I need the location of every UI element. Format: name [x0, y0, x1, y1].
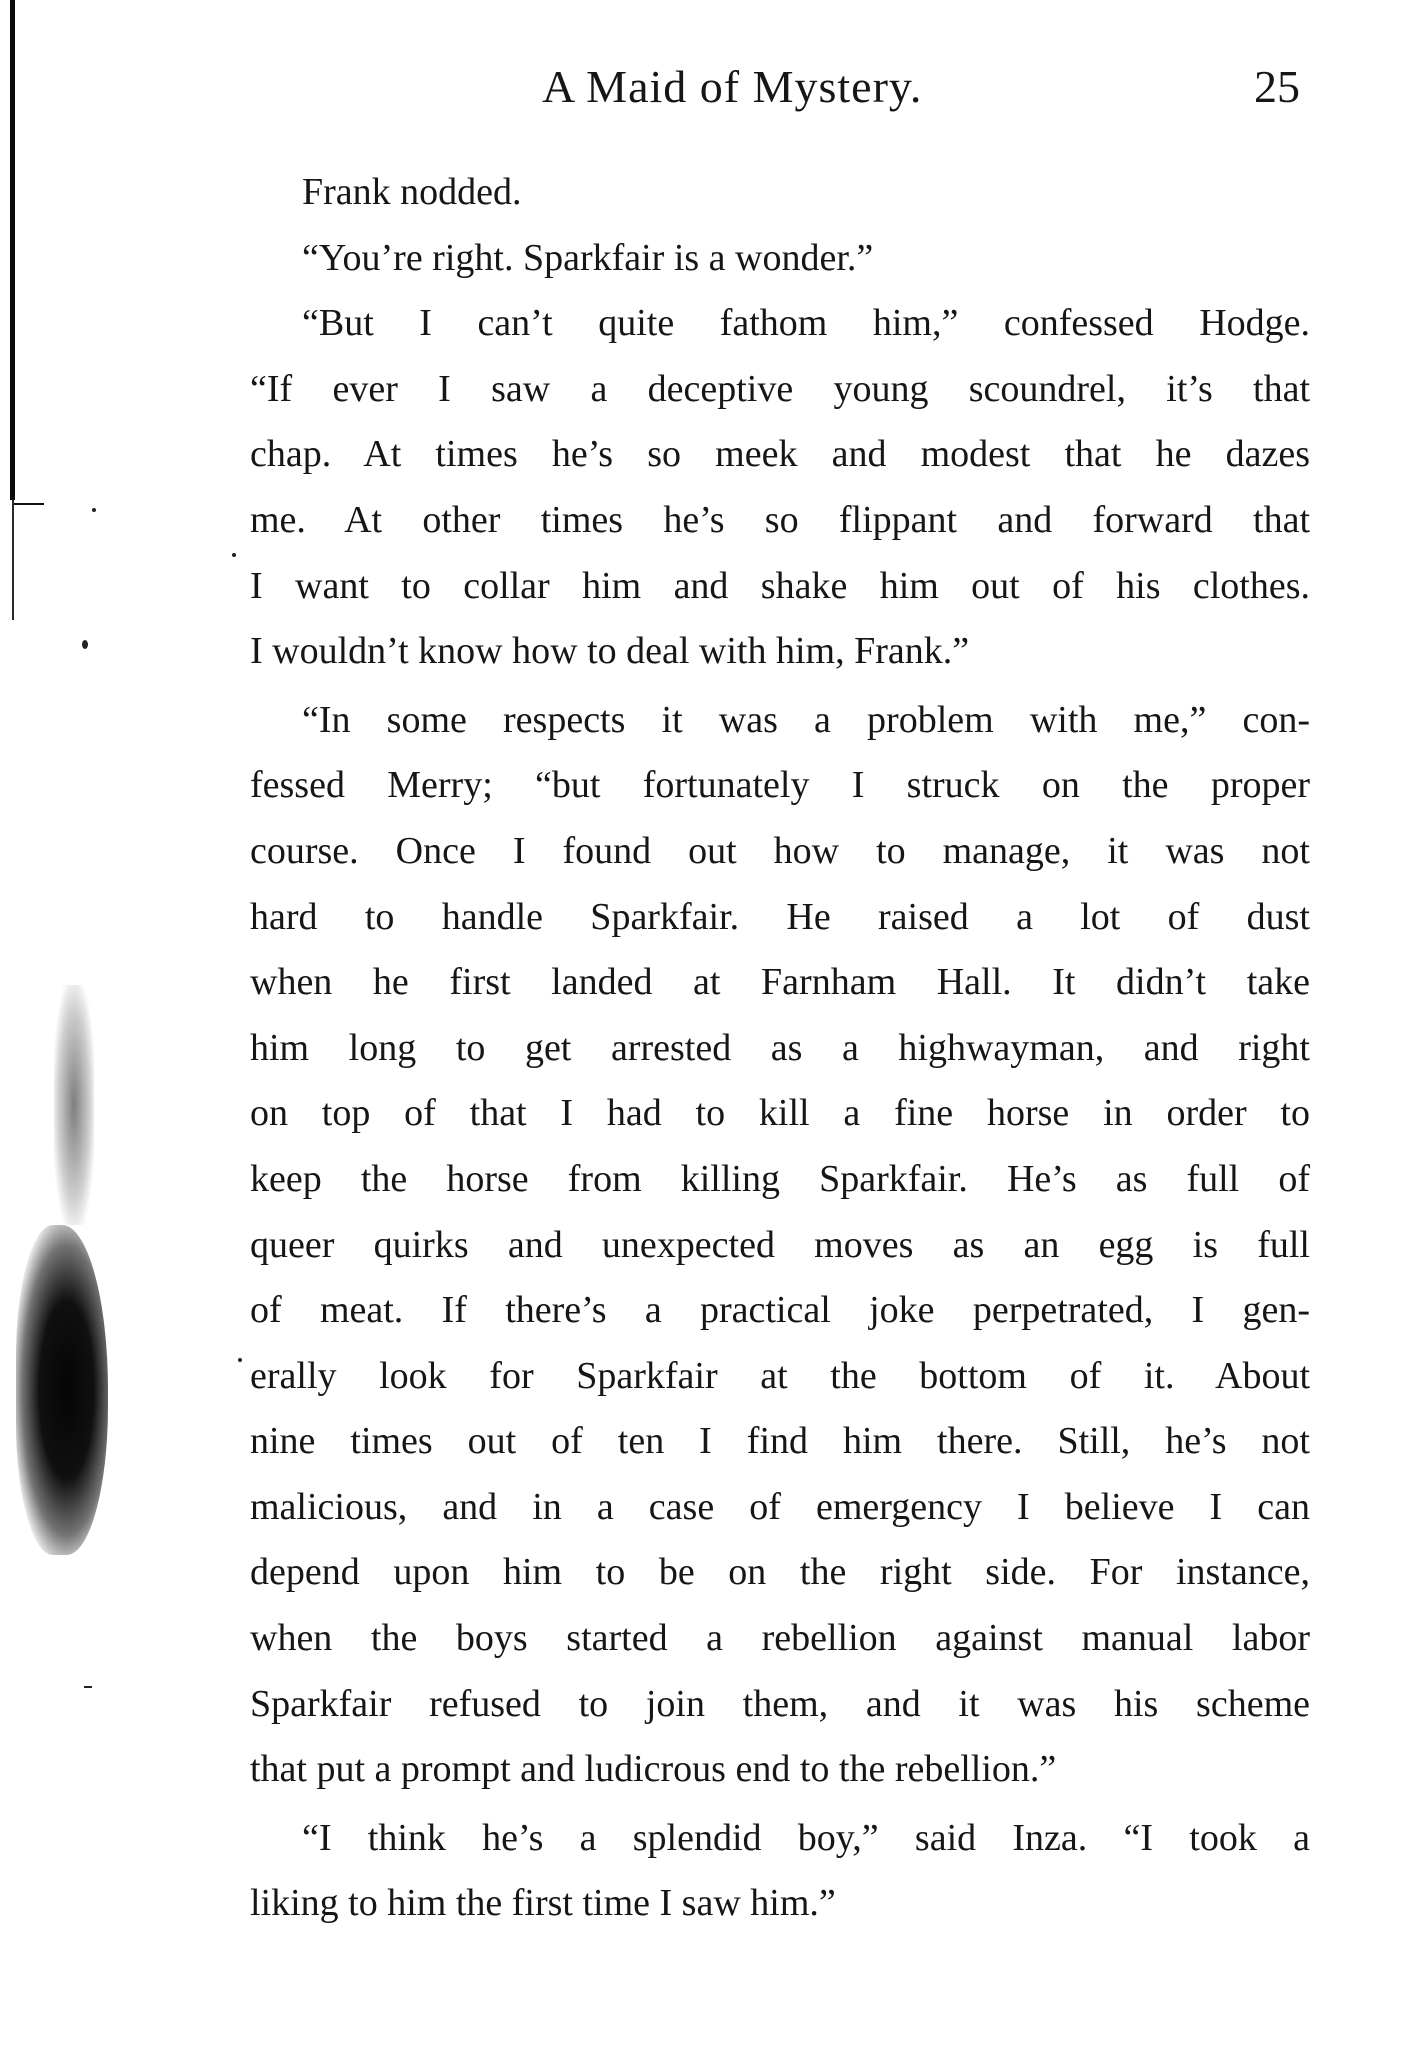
scan-edge-mark: [14, 503, 44, 505]
text-line: when he first landed at Farnham Hall. It didn’t take: [250, 961, 1310, 1004]
text-line: fessed Merry; “but fortunately I struck on the proper: [250, 764, 1310, 807]
body-text: [250, 160, 1310, 1937]
text-line: that put a prompt and ludicrous end to the rebellion.”: [250, 1748, 1057, 1791]
text-line: malicious, and in a case of emergency I believe I can: [250, 1485, 1310, 1528]
text-line: liking to him the first time I saw him.”: [250, 1882, 836, 1925]
text-line: Sparkfair refused to join them, and it was his scheme: [250, 1682, 1310, 1725]
text-line: “But I can’t quite fathom him,” confessed Hodge.: [302, 302, 1310, 345]
scan-speck: [82, 640, 88, 649]
scan-speck: [238, 1358, 242, 1362]
text-line: erally look for Sparkfair at the bottom of it. About: [250, 1354, 1310, 1397]
text-line: him long to get arrested as a highwayman, and right: [250, 1026, 1310, 1069]
text-line: keep the horse from killing Sparkfair. He’s as full of: [250, 1157, 1310, 1200]
text-line: chap. At times he’s so meek and modest that he dazes: [250, 433, 1310, 476]
scan-speck: [92, 508, 96, 512]
scan-edge-line: [10, 0, 15, 500]
text-line: on top of that I had to kill a fine horse in order to: [250, 1092, 1310, 1135]
text-line: I want to collar him and shake him out of his clothes.: [250, 564, 1310, 607]
text-line: I wouldn’t know how to deal with him, Frank.”: [250, 630, 970, 673]
text-line: “I think he’s a splendid boy,” said Inza. “I took a: [302, 1816, 1310, 1859]
text-line: queer quirks and unexpected moves as an egg is full: [250, 1223, 1310, 1266]
running-header: [250, 60, 1310, 130]
scan-smudge: [16, 1225, 108, 1555]
text-line: “You’re right. Sparkfair is a wonder.”: [302, 236, 874, 279]
text-line: when the boys started a rebellion against manual labor: [250, 1617, 1310, 1660]
scan-smudge: [54, 985, 94, 1225]
text-line: “In some respects it was a problem with me,” con-: [302, 698, 1310, 741]
text-line: Frank nodded.: [302, 171, 522, 213]
scan-edge-line: [12, 500, 14, 620]
page-number: 25: [1254, 61, 1300, 112]
text-line: depend upon him to be on the right side. For instance,: [250, 1551, 1310, 1594]
text-line: hard to handle Sparkfair. He raised a lot of dust: [250, 895, 1310, 938]
text-line: of meat. If there’s a practical joke perpetrated, I gen-: [250, 1289, 1310, 1332]
text-line: course. Once I found out how to manage, it was not: [250, 829, 1310, 872]
scan-speck: [84, 1686, 92, 1688]
text-line: “If ever I saw a deceptive young scoundrel, it’s that: [250, 367, 1310, 410]
running-title: A Maid of Mystery.: [542, 61, 923, 112]
text-line: nine times out of ten I find him there. Still, he’s not: [250, 1420, 1310, 1463]
text-line: me. At other times he’s so flippant and forward that: [250, 498, 1310, 541]
scan-speck: [232, 553, 236, 557]
